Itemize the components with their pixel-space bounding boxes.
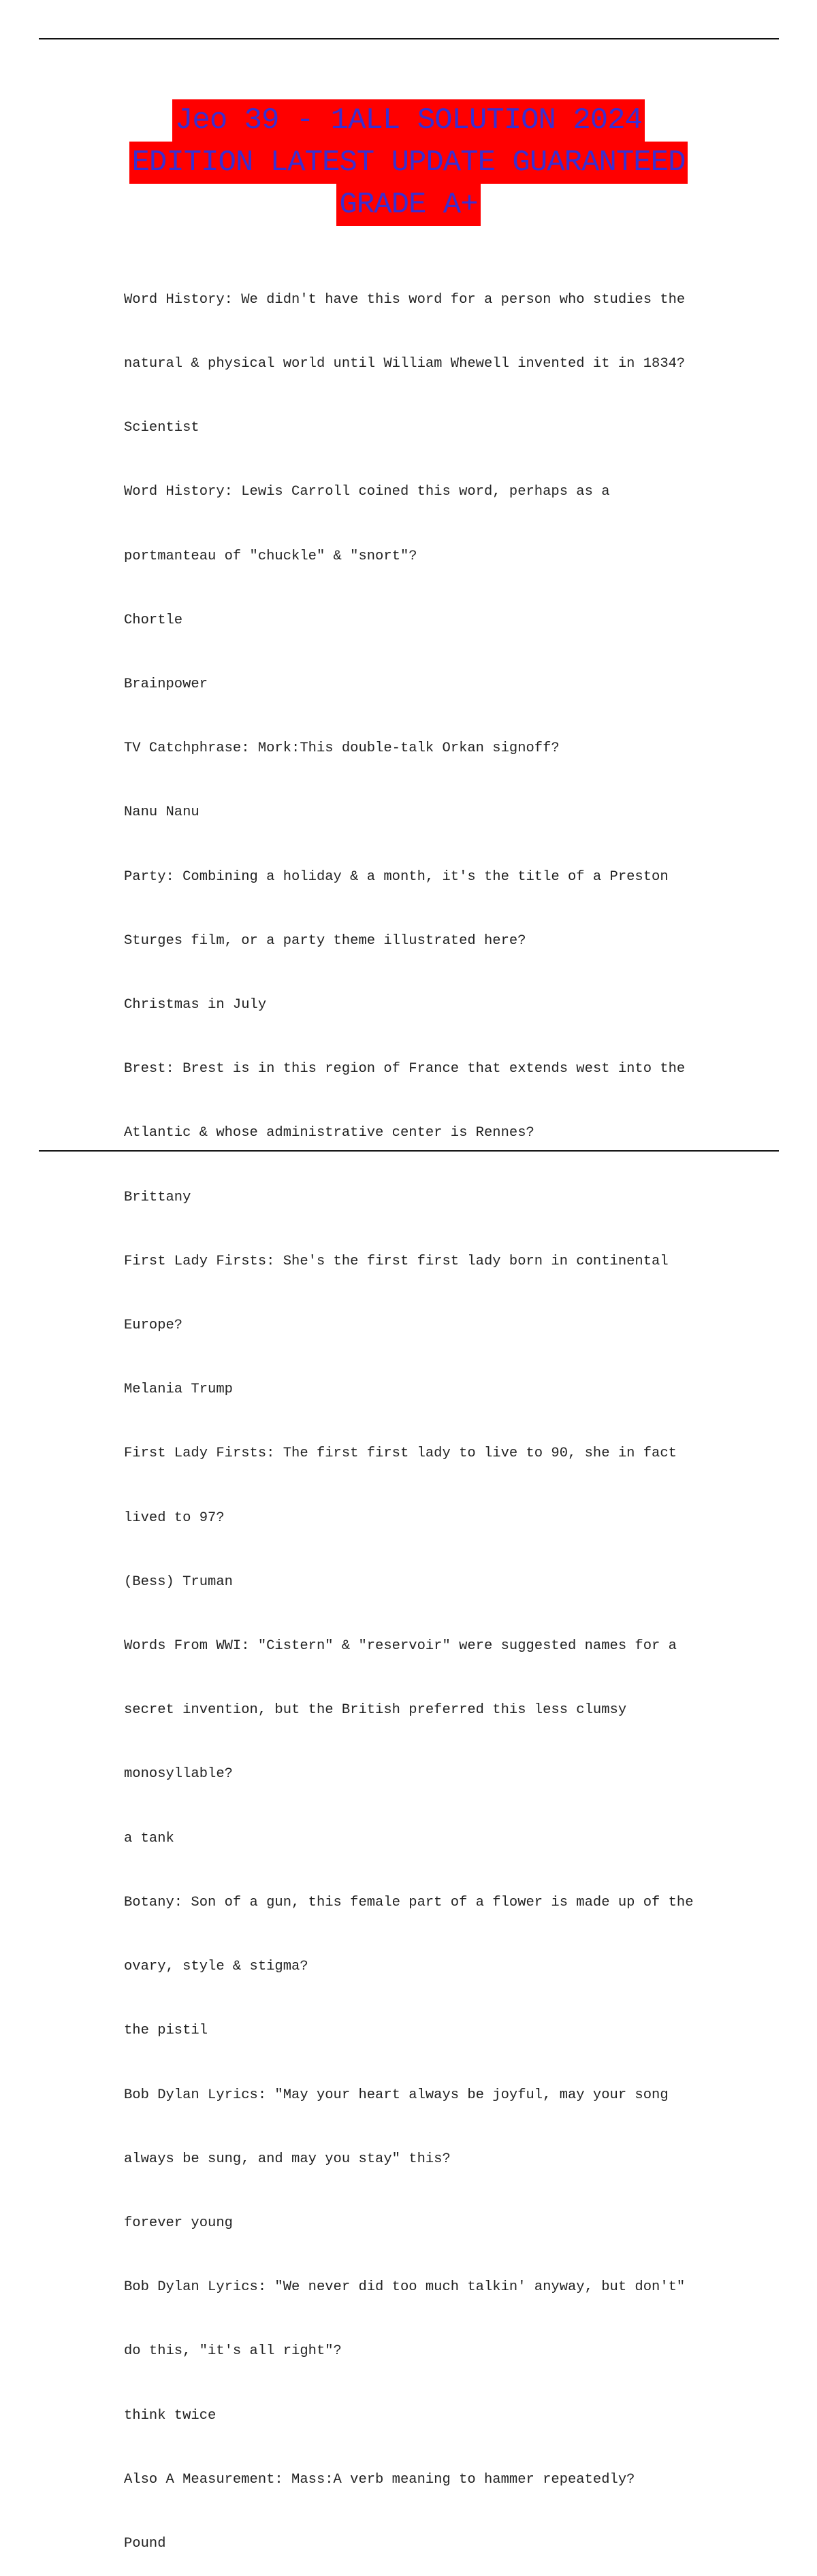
body-line: forever young xyxy=(124,2215,233,2231)
body-line: think twice xyxy=(124,2407,217,2424)
body-line: First Lady Firsts: She's the first first lady born in continental xyxy=(124,1253,669,1269)
body-line: Brest: Brest is in this region of France that extends west into the xyxy=(124,1061,686,1077)
body-line: Word History: Lewis Carroll coined this word, perhaps as a xyxy=(124,484,610,500)
title-line-1: Jeo 39 - 1ALL SOLUTION 2024 xyxy=(172,99,645,142)
body-line: monosyllable? xyxy=(124,1766,233,1782)
body-line: Bob Dylan Lyrics: "May your heart always be joyful, may your song xyxy=(124,2087,669,2103)
body-line: lived to 97? xyxy=(124,1510,225,1526)
bottom-divider xyxy=(39,1150,779,1152)
body-line: Bob Dylan Lyrics: "We never did too much talkin' anyway, but don't" xyxy=(124,2279,686,2296)
top-divider xyxy=(39,38,779,39)
title-line-3: GRADE A+ xyxy=(336,184,480,226)
body-line: Botany: Son of a gun, this female part of a flower is made up of the xyxy=(124,1894,694,1910)
body-line: Pound xyxy=(124,2535,166,2551)
body-line: Also A Measurement: Mass:A verb meaning to hammer repeatedly? xyxy=(124,2471,635,2488)
body-line: always be sung, and may you stay" this? xyxy=(124,2151,451,2167)
body-line: Christmas in July xyxy=(124,997,267,1013)
body-line: First Lady Firsts: The first first lady to live to 90, she in fact xyxy=(124,1446,677,1462)
body-line: the pistil xyxy=(124,2023,208,2039)
body-line: Party: Combining a holiday & a month, it's the title of a Preston xyxy=(124,868,669,885)
body-line: Atlantic & whose administrative center is Rennes? xyxy=(124,1125,534,1141)
body-line: secret invention, but the British preferred this less clumsy xyxy=(124,1702,627,1718)
body-line: Nanu Nanu xyxy=(124,804,199,821)
document-body xyxy=(124,246,709,2576)
body-line: natural & physical world until William Whewell invented it in 1834? xyxy=(124,356,686,372)
body-line: ovary, style & stigma? xyxy=(124,1959,308,1975)
body-line: Brainpower xyxy=(124,676,208,693)
body-line: Words From WWI: "Cistern" & "reservoir" were suggested names for a xyxy=(124,1638,677,1654)
body-line: Word History: We didn't have this word for a person who studies the xyxy=(124,291,686,308)
body-line: Brittany xyxy=(124,1189,191,1205)
title-line-2: EDITION LATEST UPDATE GUARANTEED xyxy=(129,142,688,184)
body-line: Europe? xyxy=(124,1318,183,1334)
body-line: Chortle xyxy=(124,612,183,628)
body-line: Sturges film, or a party theme illustrated here? xyxy=(124,932,526,949)
body-line: Melania Trump xyxy=(124,1382,233,1398)
document-title xyxy=(0,99,817,226)
body-line: Scientist xyxy=(124,420,199,436)
body-line: (Bess) Truman xyxy=(124,1574,233,1590)
body-line: a tank xyxy=(124,1830,174,1846)
body-line: portmanteau of "chuckle" & "snort"? xyxy=(124,548,417,564)
body-line: TV Catchphrase: Mork:This double-talk Orkan signoff? xyxy=(124,740,560,757)
body-line: do this, "it's all right"? xyxy=(124,2343,342,2360)
